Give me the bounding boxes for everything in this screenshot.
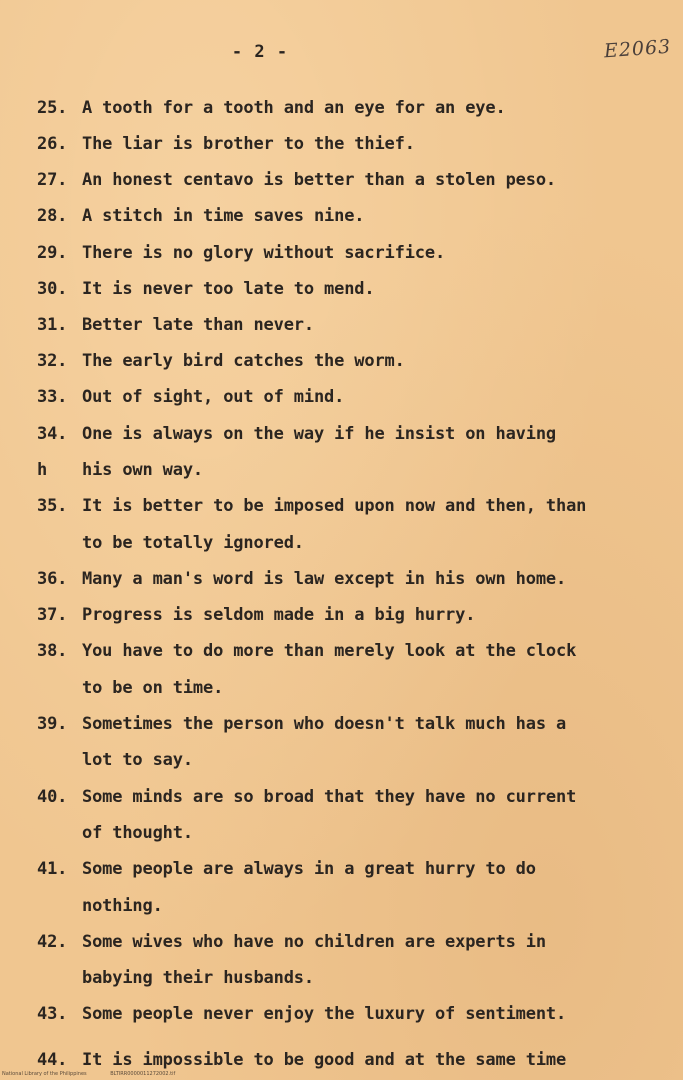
footer-source: National Library of the Philippines	[2, 1071, 87, 1077]
proverb-number: 41.	[37, 859, 68, 879]
proverb-text: You have to do more than merely look at the clock	[82, 641, 577, 661]
proverb-line	[37, 98, 506, 118]
proverb-number: 30.	[37, 279, 68, 299]
proverb-text: Progress is seldom made in a big hurry.	[82, 605, 476, 625]
scan-footer	[2, 1071, 197, 1077]
proverb-text: It is impossible to be good and at the same time	[82, 1050, 567, 1070]
proverb-text: Many a man's word is law except in his own home.	[82, 569, 567, 589]
proverb-number: 42.	[37, 932, 68, 952]
proverb-line	[37, 243, 445, 263]
reference-code: E2063	[603, 35, 672, 63]
proverb-line	[37, 496, 586, 516]
proverb-line	[37, 569, 566, 589]
proverb-text: Some wives who have no children are experts in	[82, 932, 546, 952]
proverb-line	[37, 605, 475, 625]
proverb-number: 27.	[37, 170, 68, 190]
proverb-number: 25.	[37, 98, 68, 118]
proverb-continuation: to be totally ignored.	[82, 533, 304, 553]
proverb-line	[37, 134, 415, 154]
proverb-number: 34.	[37, 424, 68, 444]
proverb-line	[37, 424, 556, 444]
proverb-continuation: babying their husbands.	[82, 968, 314, 988]
proverb-line	[37, 170, 556, 190]
proverb-continuation: of thought.	[82, 823, 193, 843]
proverb-text: There is no glory without sacrifice.	[82, 243, 446, 263]
proverb-continuation: his own way.	[82, 460, 204, 480]
proverb-continuation: nothing.	[82, 896, 163, 916]
proverb-line	[37, 787, 576, 807]
proverb-text: Better late than never.	[82, 315, 314, 335]
proverb-number: 26.	[37, 134, 68, 154]
proverb-line	[37, 351, 405, 371]
page-number: - 2 -	[231, 42, 289, 62]
proverb-number: 36.	[37, 569, 68, 589]
proverb-number: 39.	[37, 714, 68, 734]
proverb-line	[37, 387, 344, 407]
proverb-text: The liar is brother to the thief.	[82, 134, 415, 154]
proverb-line	[37, 206, 364, 226]
proverb-number: 43.	[37, 1004, 68, 1024]
proverb-number: 29.	[37, 243, 68, 263]
proverb-text: Some minds are so broad that they have no current	[82, 787, 577, 807]
proverb-text: It is better to be imposed upon now and then, than	[82, 496, 587, 516]
proverb-continuation: to be on time.	[82, 678, 224, 698]
proverb-line	[37, 1004, 566, 1024]
proverb-number: 35.	[37, 496, 68, 516]
proverb-number: 40.	[37, 787, 68, 807]
proverb-number: 28.	[37, 206, 68, 226]
proverb-line	[37, 859, 536, 879]
proverb-continuation: lot to say.	[82, 750, 193, 770]
proverb-text: A stitch in time saves nine.	[82, 206, 365, 226]
proverb-line	[37, 1050, 566, 1070]
proverb-number: 31.	[37, 315, 68, 335]
proverb-number: 38.	[37, 641, 68, 661]
proverb-line	[37, 932, 546, 952]
proverb-number: 37.	[37, 605, 68, 625]
proverb-text: The early bird catches the worm.	[82, 351, 405, 371]
proverb-text: A tooth for a tooth and an eye for an eye.	[82, 98, 506, 118]
proverb-text: It is never too late to mend.	[82, 279, 375, 299]
proverb-text: Some people never enjoy the luxury of sentiment.	[82, 1004, 567, 1024]
proverb-line	[37, 315, 314, 335]
proverb-line	[37, 714, 566, 734]
footer-filename: BLTIRR0000011272002.tif	[110, 1071, 176, 1077]
margin-mark: h	[37, 460, 48, 480]
proverb-text: Some people are always in a great hurry to do	[82, 859, 536, 879]
proverb-number: 33.	[37, 387, 68, 407]
proverb-number: 32.	[37, 351, 68, 371]
proverb-number: 44.	[37, 1050, 68, 1070]
proverb-text: An honest centavo is better than a stolen peso.	[82, 170, 556, 190]
proverb-text: One is always on the way if he insist on having	[82, 424, 556, 444]
proverb-line	[37, 641, 576, 661]
proverb-text: Out of sight, out of mind.	[82, 387, 345, 407]
proverb-line	[37, 279, 374, 299]
proverb-text: Sometimes the person who doesn't talk much has a	[82, 714, 567, 734]
